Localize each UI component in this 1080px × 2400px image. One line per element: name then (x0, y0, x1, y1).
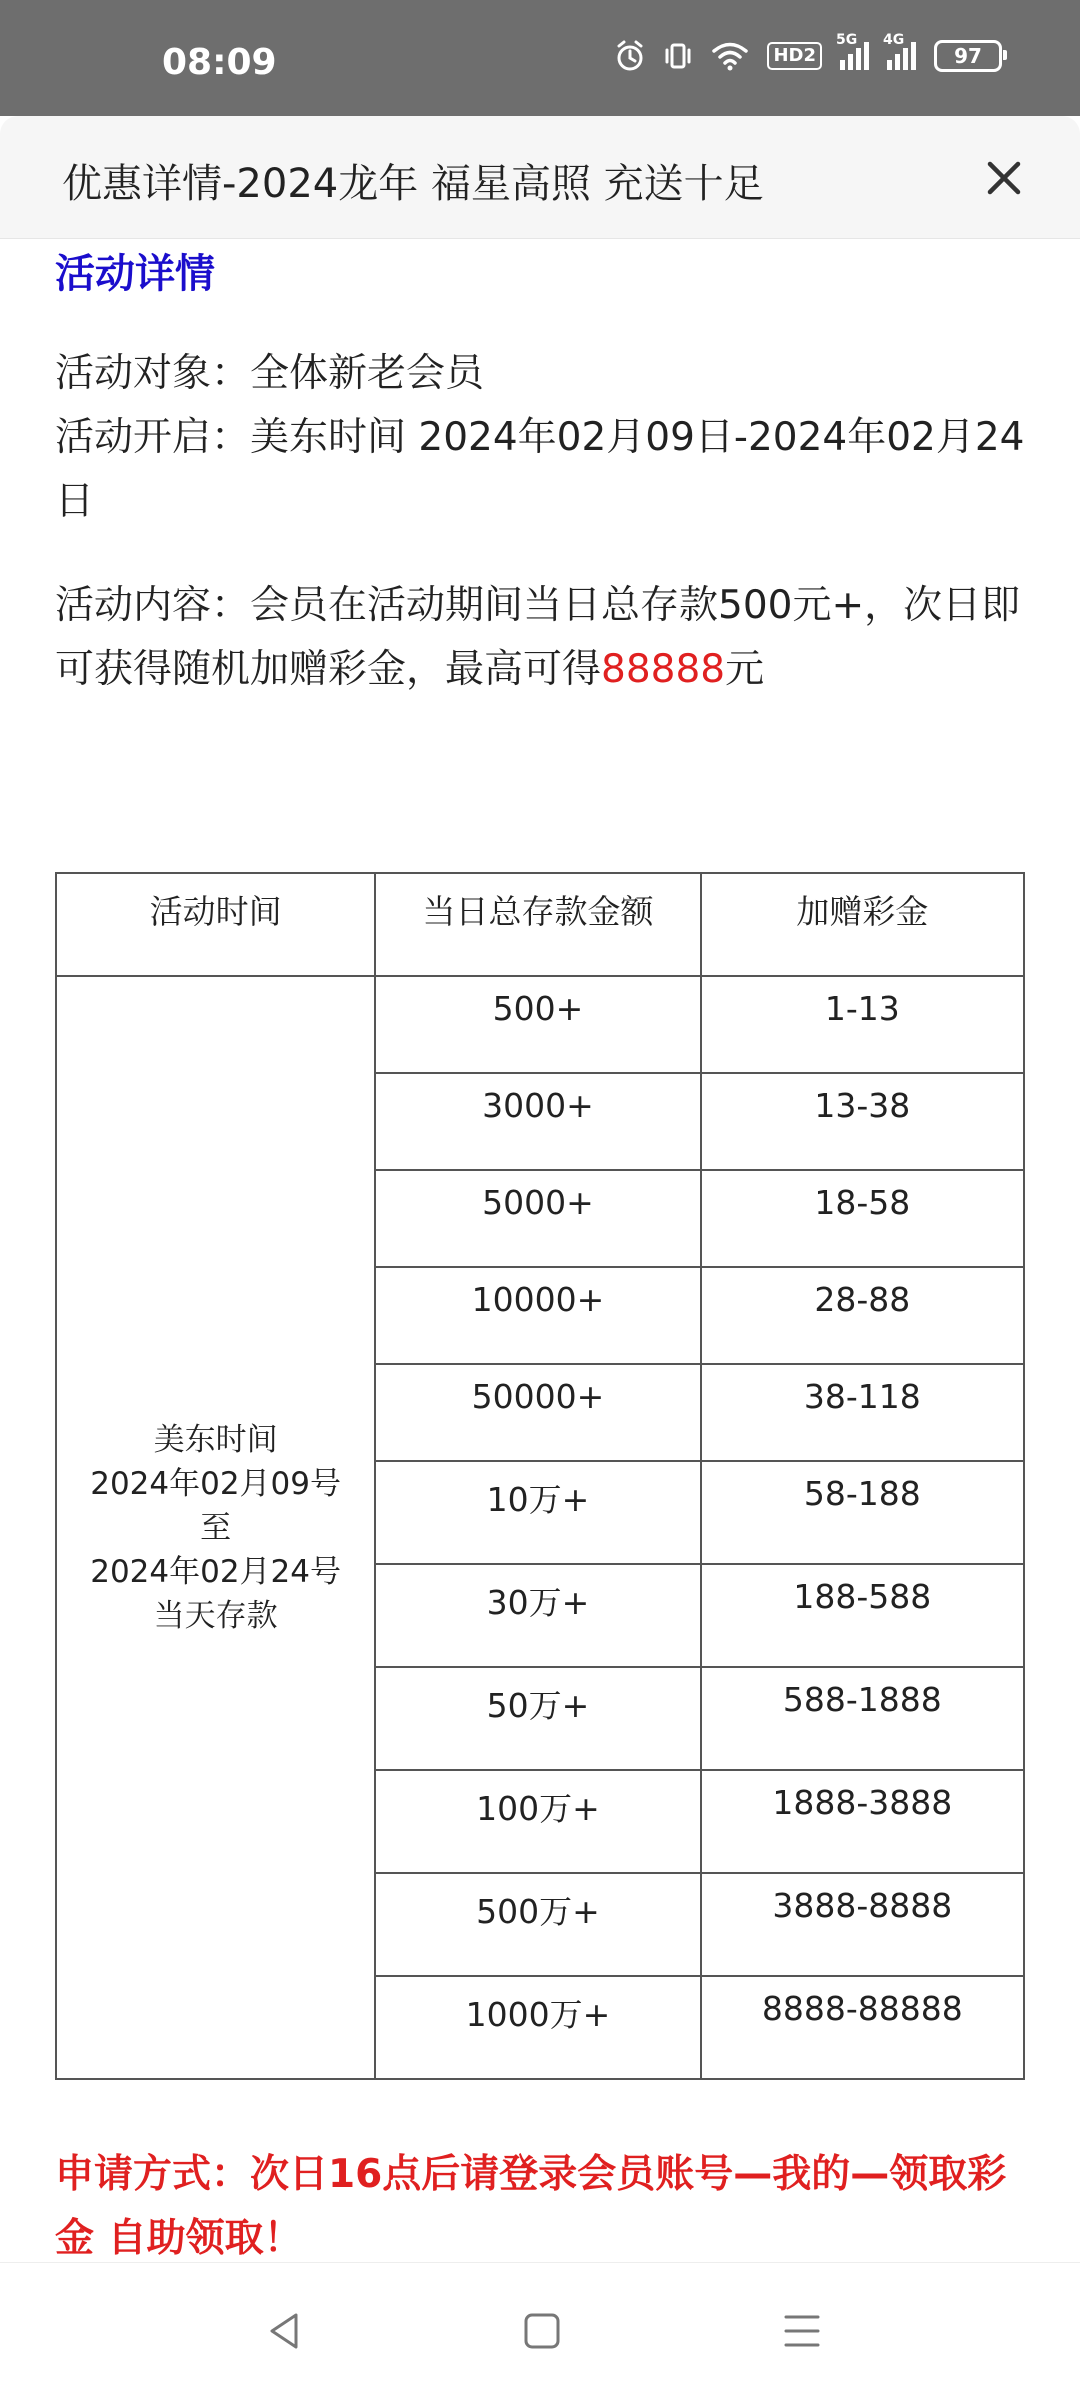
deposit-amount-cell: 10000+ (375, 1267, 700, 1364)
table-header-cell: 当日总存款金额 (375, 873, 700, 976)
bonus-amount-cell: 188-588 (701, 1564, 1024, 1667)
battery-icon: 97 (934, 40, 1002, 72)
start-value: 美东时间 2024年02月09日-2024年02月24日 (55, 415, 1025, 524)
deposit-amount-cell: 500万+ (375, 1873, 700, 1976)
bonus-amount-cell: 28-88 (701, 1267, 1024, 1364)
status-time: 08:09 (162, 42, 277, 83)
home-square-icon (518, 2307, 566, 2355)
vibrate-icon (663, 41, 693, 71)
bonus-amount-cell: 3888-8888 (701, 1873, 1024, 1976)
start-label: 活动开启： (55, 415, 251, 460)
period-line: 至 (200, 1509, 232, 1546)
period-line: 当天存款 (153, 1597, 278, 1634)
hd-voice-badge: HD2 (767, 42, 822, 70)
deposit-amount-cell: 3000+ (375, 1073, 700, 1170)
deposit-amount-cell: 1000万+ (375, 1976, 700, 2079)
nav-back-button[interactable] (260, 2307, 308, 2355)
activity-content (55, 574, 1025, 702)
deposit-amount-cell: 30万+ (375, 1564, 700, 1667)
page-title: 优惠详情-2024龙年 福星高照 充送十足 (62, 161, 764, 207)
activity-period-cell (56, 976, 375, 2079)
content-value: 会员在活动期间当日总存款500元+，次日即可获得随机加赠彩金，最高可得 (55, 583, 1021, 692)
activity-target (55, 342, 1025, 406)
promo-content (55, 238, 1025, 2261)
table-body (56, 976, 1024, 2079)
system-nav-bar (0, 2262, 1080, 2400)
activity-start (55, 406, 1025, 534)
period-line: 美东时间 (153, 1421, 278, 1458)
bonus-amount-cell: 1888-3888 (701, 1770, 1024, 1873)
back-triangle-icon (260, 2307, 308, 2355)
period-line: 2024年02月09号 (90, 1465, 342, 1502)
bonus-amount-cell: 13-38 (701, 1073, 1024, 1170)
deposit-amount-cell: 50000+ (375, 1364, 700, 1461)
status-icons (615, 32, 1002, 72)
section-heading: 活动详情 (55, 251, 215, 297)
nav-menu-button[interactable] (778, 2307, 826, 2355)
alarm-icon (615, 40, 645, 72)
bonus-amount-cell: 38-118 (701, 1364, 1024, 1461)
signal-4g-icon: 4G (887, 42, 916, 70)
deposit-amount-cell: 5000+ (375, 1170, 700, 1267)
bonus-amount-cell: 8888-88888 (701, 1976, 1024, 2079)
table-header-row (56, 873, 1024, 976)
bonus-amount-cell: 58-188 (701, 1461, 1024, 1564)
content-label: 活动内容： (55, 583, 251, 628)
signal-5g-icon: 5G (840, 42, 869, 70)
target-value: 全体新老会员 (250, 351, 485, 396)
table-header-cell: 活动时间 (56, 873, 375, 976)
dialog-header (0, 116, 1080, 239)
table-row (56, 976, 1024, 1073)
deposit-amount-cell: 50万+ (375, 1667, 700, 1770)
close-button[interactable] (980, 154, 1028, 202)
bonus-amount-cell: 1-13 (701, 976, 1024, 1073)
content-suffix: 元 (725, 647, 765, 692)
deposit-amount-cell: 500+ (375, 976, 700, 1073)
menu-lines-icon (778, 2307, 826, 2355)
bonus-table (55, 872, 1025, 2080)
nav-home-button[interactable] (518, 2307, 566, 2355)
table-header-cell: 加赠彩金 (701, 873, 1024, 976)
apply-method: 申请方式：次日16点后请登录会员账号—我的—领取彩金 自助领取！ (55, 2152, 1007, 2261)
wifi-icon (711, 41, 749, 71)
deposit-amount-cell: 10万+ (375, 1461, 700, 1564)
period-line: 2024年02月24号 (90, 1553, 342, 1590)
bonus-amount-cell: 18-58 (701, 1170, 1024, 1267)
target-label: 活动对象： (55, 351, 251, 396)
deposit-amount-cell: 100万+ (375, 1770, 700, 1873)
bonus-amount-cell: 588-1888 (701, 1667, 1024, 1770)
close-icon (980, 154, 1028, 202)
max-bonus-highlight: 88888 (601, 647, 726, 692)
status-bar (0, 0, 1080, 116)
